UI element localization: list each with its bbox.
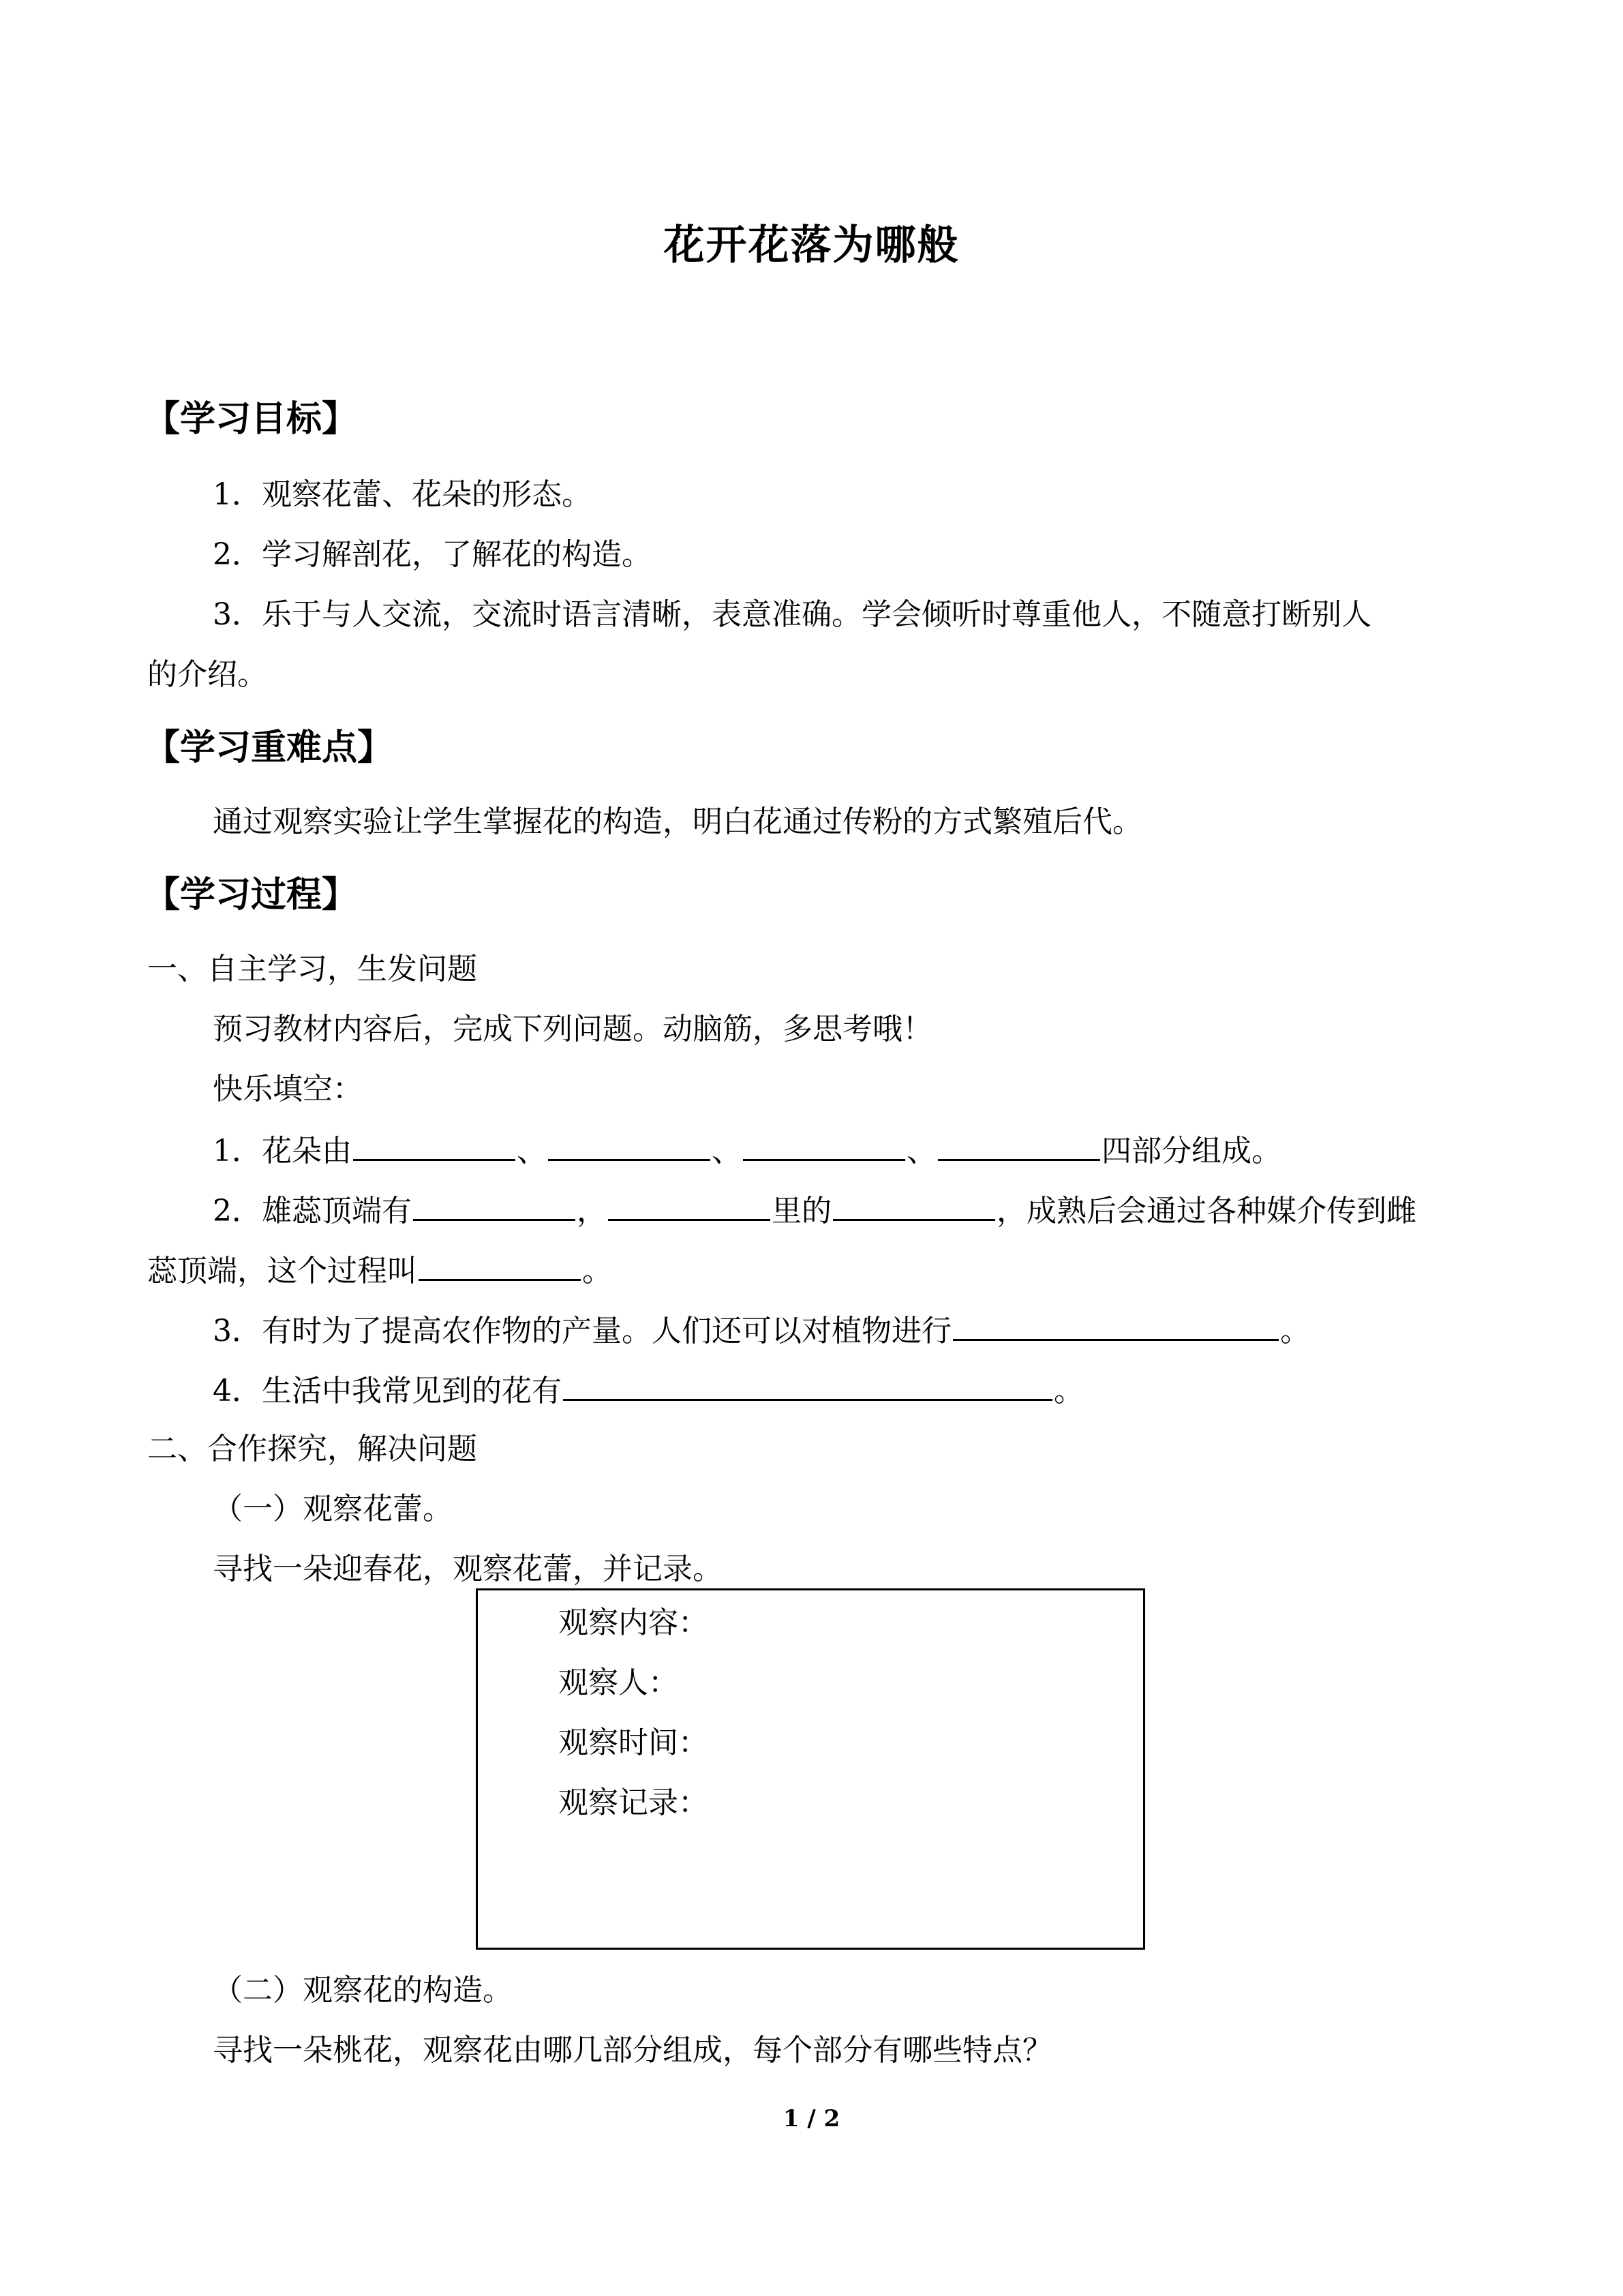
q2-prefix: 2．雄蕊顶端有: [213, 1194, 412, 1228]
q1-blank-1[interactable]: [353, 1129, 515, 1161]
objectives-heading: 【学习目标】: [145, 399, 358, 440]
q4-blank[interactable]: [563, 1369, 1052, 1401]
q1-sep-1: 、: [517, 1134, 547, 1168]
q1-blank-3[interactable]: [743, 1129, 905, 1161]
sub2-task: 寻找一朵桃花，观察花由哪几部分组成，每个部分有哪些特点？: [213, 2033, 1052, 2068]
question-2-cont: [147, 1249, 612, 1292]
q1-blank-2[interactable]: [548, 1129, 710, 1161]
question-1: [213, 1129, 1281, 1172]
q1-blank-4[interactable]: [938, 1129, 1100, 1161]
q2-inside: 里的: [772, 1194, 832, 1228]
objective-item-3-cont: 的介绍。: [147, 657, 267, 692]
q2-blank-3[interactable]: [833, 1189, 995, 1221]
page-number: 1 / 2: [783, 2105, 840, 2132]
part1-title: 一、自主学习，生发问题: [147, 952, 477, 986]
q2-blank-4[interactable]: [419, 1249, 581, 1281]
sub1-title: （一）观察花蕾。: [213, 1492, 453, 1526]
question-2: [213, 1189, 1416, 1232]
question-3: [213, 1309, 1310, 1352]
q4-end: 。: [1054, 1374, 1084, 1408]
question-4: [213, 1369, 1084, 1412]
q1-prefix: 1．花朵由: [213, 1134, 352, 1168]
q3-text: 3．有时为了提高农作物的产量。人们还可以对植物进行: [213, 1314, 952, 1348]
fill-title: 快乐填空：: [213, 1072, 363, 1106]
record-content-label: 观察内容：: [558, 1605, 708, 1640]
q2-comma: ，: [577, 1194, 607, 1228]
sub2-title: （二）观察花的构造。: [213, 1973, 513, 2008]
q2-blank-2[interactable]: [608, 1189, 770, 1221]
key-points-text: 通过观察实验让学生掌握花的构造，明白花通过传粉的方式繁殖后代。: [213, 804, 1142, 839]
record-notes-label: 观察记录：: [558, 1785, 708, 1820]
part1-intro: 预习教材内容后，完成下列问题。动脑筋，多思考哦！: [213, 1012, 932, 1046]
q4-text: 4．生活中我常见到的花有: [213, 1374, 562, 1408]
process-heading: 【学习过程】: [145, 875, 358, 916]
q2-end: 。: [582, 1254, 612, 1288]
q2-rest: ，成熟后会通过各种媒介传到雌: [997, 1194, 1416, 1228]
part2-title: 二、合作探究，解决问题: [147, 1432, 477, 1466]
q2-blank-1[interactable]: [413, 1189, 575, 1221]
objective-item-1: 1．观察花蕾、花朵的形态。: [213, 477, 592, 512]
q1-sep-2: 、: [712, 1134, 742, 1168]
q2-cont-text: 蕊顶端，这个过程叫: [147, 1254, 417, 1288]
q1-sep-3: 、: [907, 1134, 937, 1168]
q3-end: 。: [1280, 1314, 1310, 1348]
page-title: 花开花落为哪般: [663, 222, 960, 269]
objective-item-2: 2．学习解剖花，了解花的构造。: [213, 537, 652, 572]
q3-blank[interactable]: [953, 1309, 1279, 1341]
q1-suffix: 四部分组成。: [1102, 1134, 1281, 1168]
objective-item-3: 3．乐于与人交流，交流时语言清晰，表意准确。学会倾听时尊重他人，不随意打断别人: [213, 597, 1371, 632]
record-observer-label: 观察人：: [558, 1665, 678, 1700]
sub1-task: 寻找一朵迎春花，观察花蕾，并记录。: [213, 1552, 723, 1586]
observation-record-box: [476, 1588, 1145, 1950]
record-time-label: 观察时间：: [558, 1725, 708, 1760]
key-points-heading: 【学习重难点】: [145, 727, 393, 768]
